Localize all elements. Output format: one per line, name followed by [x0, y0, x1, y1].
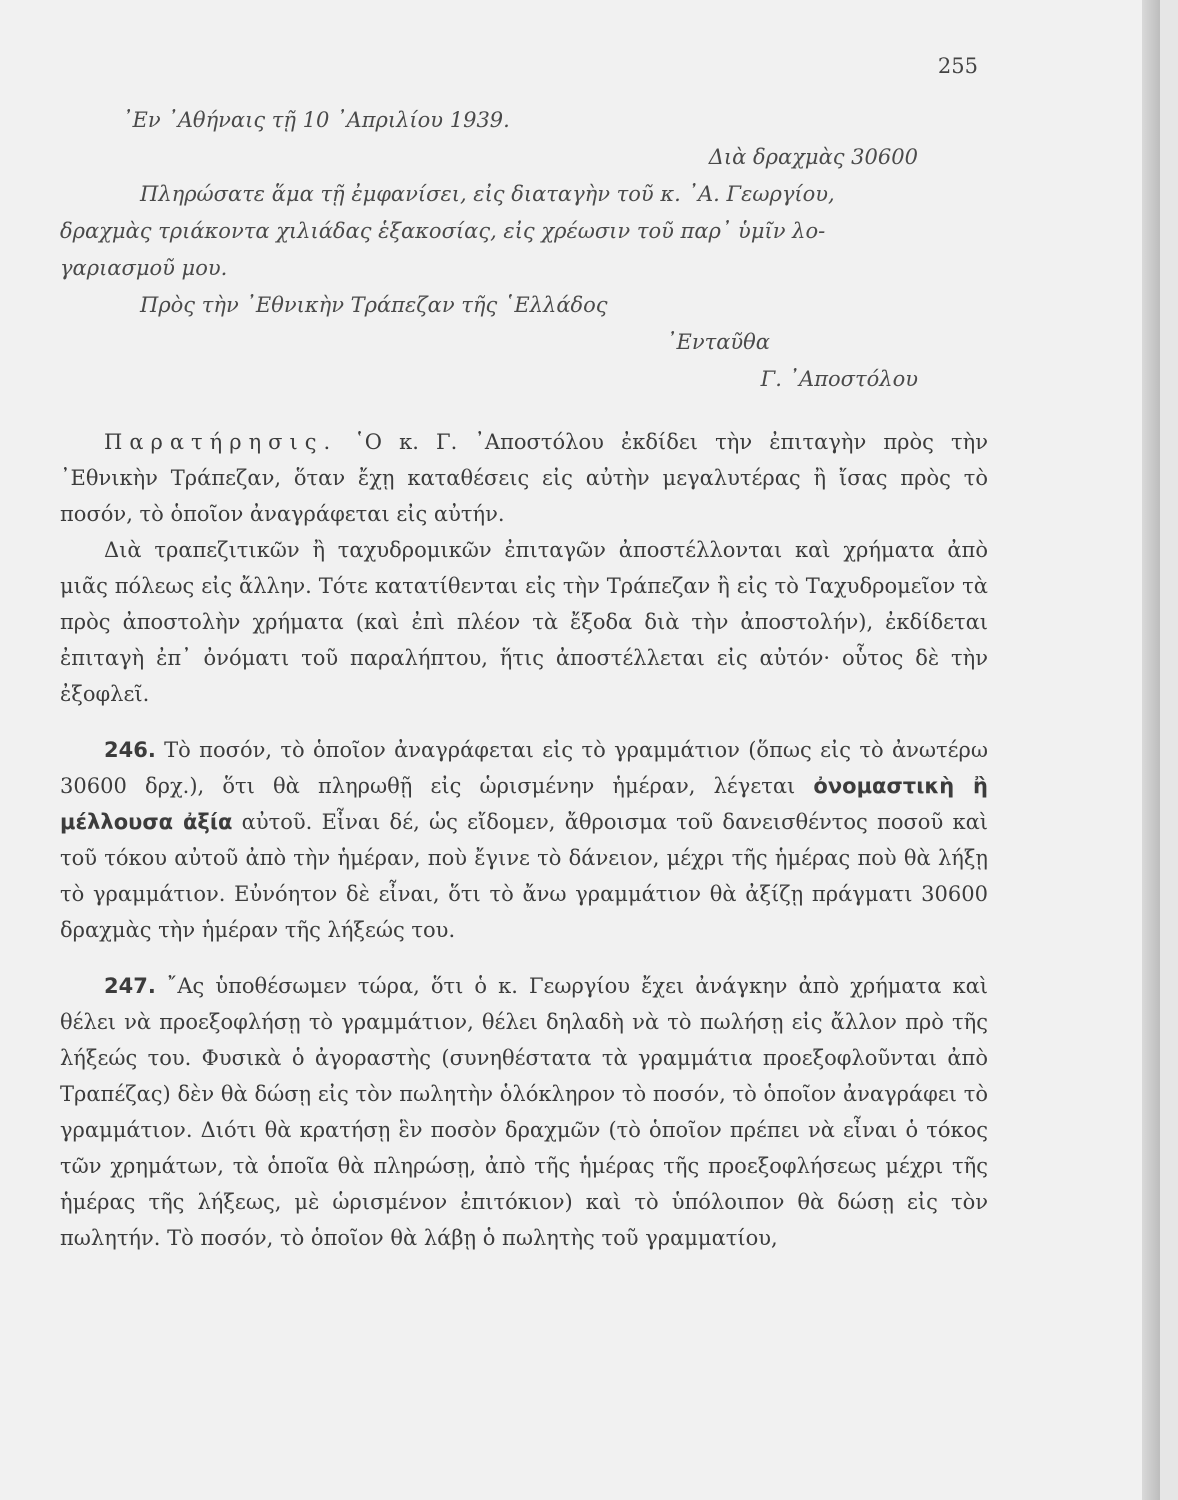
defined-term: ὀνομαστικὴ ἢ μέλλουσα ἀξία — [60, 774, 988, 834]
remark-label: Παρατήρησις. — [104, 430, 338, 454]
page-number: 255 — [937, 54, 978, 78]
note-place-line: ᾿Ενταῦθα — [666, 330, 770, 354]
note-amount-line: Διὰ δραχμὰς 30600 — [708, 145, 918, 169]
note-recipient-line: Πρὸς τὴν ᾿Εθνικὴν Τράπεζαν τῆς ῾Ελλάδος — [140, 293, 608, 317]
note-body-line: γαριασμοῦ μου. — [60, 256, 228, 280]
section-text: Τὸ ποσόν, τὸ ὁποῖον ἀναγράφεται εἰς τὸ γραμμάτιον (ὅπως εἰς τὸ ἀνωτέρω 30600 δρχ.), ὅτι θὰ πληρωθῇ εἰς ὡρισμένην ἡμέραν, λέγεται — [60, 738, 988, 798]
section-text: ῎Ας ὑποθέσωμεν τώρα, ὅτι ὁ κ. Γεωργίου ἔχει ἀνάγκην ἀπὸ χρήματα καὶ θέλει νὰ προεξοφλήσῃ τὸ γραμμάτιον, θέλει δηλαδὴ νὰ τὸ πωλήσῃ εἰς ἄλλον πρὸ τῆς λήξεώς του. Φυσικὰ ὁ ἀγοραστὴς (συνηθέστατα τὰ γραμμάτια προεξοφλοῦνται ἀπὸ Τραπέζας) δὲν θὰ δώσῃ εἰς τὸν πωλητὴν ὁλόκληρον τὸ ποσόν, τὸ ὁποῖον ἀναγράφει τὸ γραμμάτιον. Διότι θὰ κρατήσῃ ἓν ποσὸν δραχμῶν (τὸ ὁποῖον πρέπει νὰ εἶναι ὁ τόκος τῶν χρημάτων, τὰ ὁποῖα θὰ πληρώσῃ, ἀπὸ τῆς ἡμέρας τῆς προεξοφλήσεως μέχρι τῆς ἡμέρας τῆς λήξεως, μὲ ὡρισμένον ἐπιτόκιον) καὶ τὸ ὑπόλοιπον θὰ δώσῃ εἰς τὸν πωλητήν. Τὸ ποσόν, τὸ ὁποῖον θὰ λάβῃ ὁ πωλητὴς τοῦ γραμματίου, — [60, 974, 988, 1250]
main-text — [60, 424, 988, 1256]
remark-paragraph — [60, 424, 988, 532]
transfer-paragraph: Διὰ τραπεζιτικῶν ἢ ταχυδρομικῶν ἐπιταγῶν ἀποστέλλονται καὶ χρήματα ἀπὸ μιᾶς πόλεως εἰς ἄλλην. Τότε κατατίθενται εἰς τὴν Τράπεζαν ἢ εἰς τὸ Ταχυδρομεῖον τὰ πρὸς ἀποστολὴν χρήματα (καὶ ἐπὶ πλέον τὰ ἔξοδα διὰ τὴν ἀποστολήν), ἐκδίδεται ἐπιταγὴ ἐπ᾿ ὀνόματι τοῦ παραλήπτου, ἥτις ἀποστέλλεται εἰς αὐτόν· οὗτος δὲ τὴν ἐξοφλεῖ. — [60, 538, 988, 706]
page-edge-shadow — [1142, 0, 1160, 1500]
section-number: 247. — [104, 974, 156, 998]
note-signature: Γ. ᾿Αποστόλου — [760, 367, 918, 391]
section-247-paragraph — [60, 968, 988, 1256]
section-text: αὐτοῦ. Εἶναι δέ, ὡς εἴδομεν, ἄθροισμα τοῦ δανεισθέντος ποσοῦ καὶ τοῦ τόκου αὐτοῦ ἀπὸ τὴν ἡμέραν, ποὺ ἔγινε τὸ δάνειον, μέχρι τῆς ἡμέρας ποὺ θὰ λήξῃ τὸ γραμμάτιον. Εὐνόητον δὲ εἶναι, ὅτι τὸ ἄνω γραμμάτιον θὰ ἀξίζῃ πράγματι 30600 δραχμὰς τὴν ἡμέραν τῆς λήξεώς του. — [60, 810, 988, 942]
remark-text: ῾Ο κ. Γ. ᾿Αποστόλου ἐκδίδει τὴν ἐπιταγὴν πρὸς τὴν ᾿Εθνικὴν Τράπεζαν, ὅταν ἔχῃ καταθέσεις εἰς αὐτὴν μεγαλυτέρας ἢ ἴσας πρὸς τὸ ποσόν, τὸ ὁποῖον ἀναγράφεται εἰς αὐτήν. — [60, 430, 988, 526]
section-246-paragraph — [60, 732, 988, 948]
note-date-line: ᾿Εν ᾿Αθήναις τῇ 10 ᾿Απριλίου 1939. — [122, 108, 510, 132]
section-number: 246. — [104, 738, 156, 762]
note-body-line: δραχμὰς τριάκοντα χιλιάδας ἑξακοσίας, εἰς χρέωσιν τοῦ παρ᾿ ὑμῖν λο- — [60, 219, 826, 243]
promissory-note-example — [60, 102, 980, 398]
note-body-line: Πληρώσατε ἅμα τῇ ἐμφανίσει, εἰς διαταγὴν τοῦ κ. ᾿Α. Γεωργίου, — [140, 182, 835, 206]
